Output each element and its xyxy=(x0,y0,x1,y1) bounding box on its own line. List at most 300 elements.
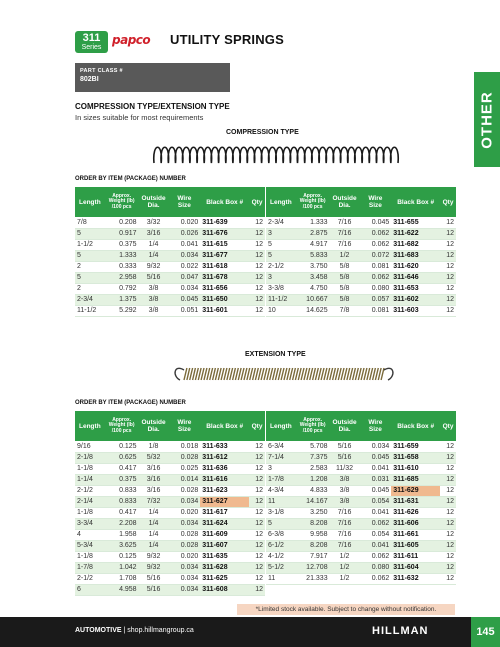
cell-length: 10 xyxy=(266,305,296,316)
table-row xyxy=(266,283,456,294)
cell-weight: 0.833 xyxy=(105,485,139,496)
cell-black-box: 311-625 xyxy=(200,573,249,584)
table-row xyxy=(75,540,265,551)
cell-qty: 12 xyxy=(440,496,456,507)
col-black-box: Black Box # xyxy=(200,411,249,441)
cell-outside-dia: 5/8 xyxy=(330,283,360,294)
cell-qty: 12 xyxy=(440,474,456,485)
cell-length: 6-3/8 xyxy=(266,529,296,540)
cell-qty: 12 xyxy=(249,507,265,518)
cell-qty: 12 xyxy=(440,573,456,584)
cell-outside-dia: 7/16 xyxy=(330,529,360,540)
cell-wire-size: 0.034 xyxy=(168,562,200,573)
table-row xyxy=(266,239,456,250)
page-title: UTILITY SPRINGS xyxy=(170,32,284,47)
cell-qty: 12 xyxy=(249,217,265,228)
table-row xyxy=(266,294,456,305)
table-row xyxy=(266,474,456,485)
cell-length: 2 xyxy=(75,283,105,294)
cell-outside-dia: 3/16 xyxy=(139,474,169,485)
cell-outside-dia: 1/2 xyxy=(330,573,360,584)
cell-wire-size: 0.020 xyxy=(168,551,200,562)
cell-weight: 10.667 xyxy=(296,294,330,305)
cell-wire-size: 0.020 xyxy=(168,217,200,228)
cell-qty: 12 xyxy=(440,217,456,228)
extension-spring-image xyxy=(168,362,400,386)
cell-length: 4-1/2 xyxy=(266,551,296,562)
cell-black-box: 311-618 xyxy=(200,261,249,272)
cell-black-box: 311-616 xyxy=(200,474,249,485)
col-wire-size: Wire Size xyxy=(359,187,391,217)
cell-wire-size: 0.034 xyxy=(168,250,200,261)
col-length: Length xyxy=(266,187,296,217)
cell-wire-size: 0.031 xyxy=(359,474,391,485)
cell-qty: 12 xyxy=(249,485,265,496)
cell-outside-dia: 5/8 xyxy=(330,261,360,272)
cell-wire-size: 0.045 xyxy=(359,217,391,228)
cell-qty: 12 xyxy=(249,562,265,573)
cell-wire-size: 0.034 xyxy=(168,584,200,595)
cell-outside-dia: 1/2 xyxy=(330,551,360,562)
cell-outside-dia: 7/32 xyxy=(139,496,169,507)
cell-weight: 2.208 xyxy=(105,518,139,529)
cell-weight: 12.708 xyxy=(296,562,330,573)
part-class-value: 802BI xyxy=(80,76,99,83)
compression-table-right xyxy=(266,187,456,317)
cell-black-box: 311-615 xyxy=(200,239,249,250)
cell-outside-dia: 3/8 xyxy=(330,496,360,507)
cell-length: 11-1/2 xyxy=(75,305,105,316)
cell-black-box: 311-629 xyxy=(391,485,440,496)
footer xyxy=(0,617,500,647)
cell-outside-dia: 3/8 xyxy=(330,485,360,496)
cell-weight: 0.333 xyxy=(105,261,139,272)
cell-black-box: 311-646 xyxy=(391,272,440,283)
table-row xyxy=(75,261,265,272)
cell-length: 3-1/8 xyxy=(266,507,296,518)
col-qty: Qty xyxy=(440,411,456,441)
cell-black-box: 311-606 xyxy=(391,518,440,529)
cell-outside-dia: 5/16 xyxy=(330,441,360,452)
cell-weight: 0.375 xyxy=(105,474,139,485)
cell-black-box: 311-624 xyxy=(200,518,249,529)
table-row xyxy=(75,228,265,239)
col-weight: Approx. Weight (lb) /100 pcs xyxy=(105,187,139,217)
cell-qty: 12 xyxy=(249,573,265,584)
cell-weight: 0.917 xyxy=(105,228,139,239)
cell-qty: 12 xyxy=(249,474,265,485)
cell-outside-dia: 1/4 xyxy=(139,250,169,261)
cell-outside-dia: 3/8 xyxy=(139,294,169,305)
cell-length: 6-3/4 xyxy=(266,441,296,452)
cell-wire-size: 0.041 xyxy=(359,540,391,551)
table-row xyxy=(75,474,265,485)
cell-black-box: 311-632 xyxy=(391,573,440,584)
cell-outside-dia: 5/16 xyxy=(139,573,169,584)
table-row xyxy=(75,529,265,540)
cell-qty: 12 xyxy=(440,452,456,463)
cell-wire-size: 0.062 xyxy=(359,239,391,250)
cell-weight: 9.958 xyxy=(296,529,330,540)
cell-outside-dia: 1/2 xyxy=(330,250,360,261)
cell-length: 1-1/8 xyxy=(75,551,105,562)
cell-wire-size: 0.020 xyxy=(168,507,200,518)
table-row xyxy=(266,562,456,573)
cell-qty: 12 xyxy=(249,452,265,463)
table-row xyxy=(266,261,456,272)
table-row xyxy=(266,518,456,529)
table-row xyxy=(75,305,265,316)
col-wire-size: Wire Size xyxy=(168,187,200,217)
cell-outside-dia: 3/16 xyxy=(139,463,169,474)
part-class-label: PART CLASS # xyxy=(80,68,123,74)
cell-wire-size: 0.028 xyxy=(168,485,200,496)
cell-black-box: 311-636 xyxy=(200,463,249,474)
cell-weight: 7.375 xyxy=(296,452,330,463)
cell-weight: 3.250 xyxy=(296,507,330,518)
compression-order-label: ORDER BY ITEM (PACKAGE) NUMBER xyxy=(75,176,186,182)
cell-weight: 14.625 xyxy=(296,305,330,316)
cell-black-box: 311-612 xyxy=(200,452,249,463)
cell-weight: 5.833 xyxy=(296,250,330,261)
cell-length: 2-1/2 xyxy=(75,485,105,496)
cell-qty: 12 xyxy=(249,441,265,452)
cell-weight: 21.333 xyxy=(296,573,330,584)
cell-outside-dia: 7/16 xyxy=(330,518,360,529)
cell-qty: 12 xyxy=(249,261,265,272)
table-row xyxy=(266,305,456,316)
table-row xyxy=(266,507,456,518)
cell-outside-dia: 3/32 xyxy=(139,217,169,228)
cell-qty: 12 xyxy=(249,463,265,474)
cell-qty: 12 xyxy=(440,294,456,305)
col-outside-dia: Outside Dia. xyxy=(330,187,360,217)
cell-length: 7/8 xyxy=(75,217,105,228)
table-row xyxy=(266,529,456,540)
cell-qty: 12 xyxy=(249,250,265,261)
cell-outside-dia: 7/8 xyxy=(330,305,360,316)
col-qty: Qty xyxy=(249,187,265,217)
col-weight: Approx. Weight (lb) /100 pcs xyxy=(105,411,139,441)
table-row xyxy=(75,584,265,595)
compression-spring-image xyxy=(150,141,402,167)
cell-black-box: 311-607 xyxy=(200,540,249,551)
stock-note: *Limited stock available. Subject to change without notification. xyxy=(237,604,455,615)
cell-black-box: 311-685 xyxy=(391,474,440,485)
col-qty: Qty xyxy=(440,187,456,217)
cell-wire-size: 0.041 xyxy=(359,507,391,518)
cell-qty: 12 xyxy=(249,518,265,529)
cell-outside-dia: 5/8 xyxy=(330,272,360,283)
cell-outside-dia: 1/4 xyxy=(139,518,169,529)
col-length: Length xyxy=(266,411,296,441)
cell-weight: 0.125 xyxy=(105,441,139,452)
cell-wire-size: 0.062 xyxy=(359,272,391,283)
cell-weight: 1.958 xyxy=(105,529,139,540)
part-class-box xyxy=(75,63,230,92)
cell-length: 6 xyxy=(75,584,105,595)
cell-outside-dia: 5/8 xyxy=(330,294,360,305)
cell-outside-dia: 11/32 xyxy=(330,463,360,474)
cell-black-box: 311-678 xyxy=(200,272,249,283)
cell-qty: 12 xyxy=(440,250,456,261)
cell-wire-size: 0.028 xyxy=(168,529,200,540)
cell-wire-size: 0.028 xyxy=(168,540,200,551)
cell-wire-size: 0.034 xyxy=(168,283,200,294)
table-row xyxy=(266,540,456,551)
cell-length: 3-3/4 xyxy=(75,518,105,529)
cell-black-box: 311-627 xyxy=(200,496,249,507)
cell-length: 1-7/8 xyxy=(266,474,296,485)
cell-weight: 0.417 xyxy=(105,507,139,518)
cell-length: 2-3/4 xyxy=(75,294,105,305)
cell-weight: 5.708 xyxy=(296,441,330,452)
cell-wire-size: 0.045 xyxy=(168,294,200,305)
cell-qty: 12 xyxy=(440,305,456,316)
cell-length: 1-7/8 xyxy=(75,562,105,573)
cell-qty: 12 xyxy=(440,540,456,551)
cell-outside-dia: 5/16 xyxy=(139,272,169,283)
footer-left xyxy=(75,627,194,634)
cell-qty: 12 xyxy=(249,540,265,551)
cell-wire-size: 0.062 xyxy=(359,573,391,584)
cell-qty: 12 xyxy=(440,529,456,540)
col-wire-size: Wire Size xyxy=(359,411,391,441)
table-row xyxy=(75,250,265,261)
cell-qty: 12 xyxy=(249,551,265,562)
cell-black-box: 311-653 xyxy=(391,283,440,294)
cell-black-box: 311-604 xyxy=(391,562,440,573)
cell-outside-dia: 1/2 xyxy=(330,562,360,573)
cell-outside-dia: 3/8 xyxy=(139,305,169,316)
cell-length: 3 xyxy=(266,272,296,283)
cell-weight: 0.833 xyxy=(105,496,139,507)
cell-qty: 12 xyxy=(440,239,456,250)
cell-length: 11 xyxy=(266,496,296,507)
cell-length: 2-1/8 xyxy=(75,452,105,463)
cell-black-box: 311-608 xyxy=(200,584,249,595)
cell-outside-dia: 9/32 xyxy=(139,261,169,272)
cell-wire-size: 0.062 xyxy=(359,518,391,529)
cell-weight: 1.375 xyxy=(105,294,139,305)
cell-weight: 8.208 xyxy=(296,518,330,529)
cell-qty: 12 xyxy=(249,584,265,595)
cell-qty: 12 xyxy=(440,562,456,573)
cell-weight: 3.625 xyxy=(105,540,139,551)
cell-black-box: 311-635 xyxy=(200,551,249,562)
cell-wire-size: 0.034 xyxy=(168,573,200,584)
cell-wire-size: 0.054 xyxy=(359,529,391,540)
cell-weight: 2.875 xyxy=(296,228,330,239)
cell-black-box: 311-676 xyxy=(200,228,249,239)
cell-wire-size: 0.057 xyxy=(359,294,391,305)
cell-weight: 0.208 xyxy=(105,217,139,228)
cell-length: 2-1/4 xyxy=(75,496,105,507)
cell-weight: 1.333 xyxy=(105,250,139,261)
cell-wire-size: 0.045 xyxy=(359,485,391,496)
table-row xyxy=(266,441,456,452)
cell-wire-size: 0.081 xyxy=(359,261,391,272)
cell-wire-size: 0.028 xyxy=(168,452,200,463)
cell-black-box: 311-603 xyxy=(391,305,440,316)
cell-black-box: 311-617 xyxy=(200,507,249,518)
cell-black-box: 311-683 xyxy=(391,250,440,261)
cell-qty: 12 xyxy=(440,485,456,496)
table-row xyxy=(75,463,265,474)
cell-outside-dia: 3/8 xyxy=(330,474,360,485)
cell-wire-size: 0.047 xyxy=(168,272,200,283)
cell-length: 5 xyxy=(266,250,296,261)
cell-black-box: 311-610 xyxy=(391,463,440,474)
cell-weight: 3.458 xyxy=(296,272,330,283)
col-weight: Approx. Weight (lb) /100 pcs xyxy=(296,187,330,217)
cell-length: 1-1/4 xyxy=(75,474,105,485)
cell-black-box: 311-620 xyxy=(391,261,440,272)
cell-black-box: 311-633 xyxy=(200,441,249,452)
cell-qty: 12 xyxy=(440,228,456,239)
cell-outside-dia: 3/8 xyxy=(139,283,169,294)
cell-weight: 14.167 xyxy=(296,496,330,507)
cell-qty: 12 xyxy=(440,272,456,283)
cell-length: 6-1/2 xyxy=(266,540,296,551)
table-row xyxy=(75,518,265,529)
cell-length: 5 xyxy=(75,228,105,239)
cell-outside-dia: 3/16 xyxy=(139,485,169,496)
cell-weight: 2.583 xyxy=(296,463,330,474)
cell-length: 5 xyxy=(266,518,296,529)
table-row xyxy=(266,217,456,228)
col-length: Length xyxy=(75,187,105,217)
cell-wire-size: 0.045 xyxy=(359,452,391,463)
cell-qty: 12 xyxy=(249,239,265,250)
cell-length: 5 xyxy=(75,272,105,283)
section-title: COMPRESSION TYPE/EXTENSION TYPE xyxy=(75,102,230,111)
cell-qty: 12 xyxy=(249,272,265,283)
cell-weight: 7.917 xyxy=(296,551,330,562)
cell-weight: 1.708 xyxy=(105,573,139,584)
cell-length: 3 xyxy=(266,463,296,474)
extension-order-label: ORDER BY ITEM (PACKAGE) NUMBER xyxy=(75,400,186,406)
cell-black-box: 311-655 xyxy=(391,217,440,228)
table-row xyxy=(266,452,456,463)
cell-black-box: 311-677 xyxy=(200,250,249,261)
section-subtitle: In sizes suitable for most requirements xyxy=(75,113,204,122)
table-row xyxy=(266,573,456,584)
table-row xyxy=(75,272,265,283)
col-outside-dia: Outside Dia. xyxy=(139,411,169,441)
cell-length: 2-3/4 xyxy=(266,217,296,228)
cell-length: 2-1/2 xyxy=(75,573,105,584)
cell-qty: 12 xyxy=(249,305,265,316)
cell-black-box: 311-639 xyxy=(200,217,249,228)
col-black-box: Black Box # xyxy=(391,187,440,217)
cell-length: 3-3/8 xyxy=(266,283,296,294)
series-badge xyxy=(75,31,108,53)
cell-wire-size: 0.018 xyxy=(168,441,200,452)
cell-weight: 4.750 xyxy=(296,283,330,294)
table-row xyxy=(266,496,456,507)
cell-outside-dia: 9/32 xyxy=(139,562,169,573)
cell-wire-size: 0.081 xyxy=(359,305,391,316)
category-side-tab xyxy=(474,72,500,167)
cell-wire-size: 0.080 xyxy=(359,283,391,294)
cell-weight: 1.333 xyxy=(296,217,330,228)
table-row xyxy=(75,239,265,250)
cell-length: 11-1/2 xyxy=(266,294,296,305)
cell-outside-dia: 7/16 xyxy=(330,239,360,250)
cell-black-box: 311-650 xyxy=(200,294,249,305)
cell-length: 2 xyxy=(75,261,105,272)
cell-qty: 12 xyxy=(440,441,456,452)
footer-separator: | xyxy=(123,627,126,634)
cell-black-box: 311-626 xyxy=(391,507,440,518)
table-row xyxy=(75,441,265,452)
cell-qty: 12 xyxy=(440,518,456,529)
cell-wire-size: 0.051 xyxy=(168,305,200,316)
table-row xyxy=(75,562,265,573)
cell-outside-dia: 7/16 xyxy=(330,540,360,551)
cell-outside-dia: 1/8 xyxy=(139,441,169,452)
col-black-box: Black Box # xyxy=(200,187,249,217)
cell-black-box: 311-601 xyxy=(200,305,249,316)
cell-weight: 0.625 xyxy=(105,452,139,463)
cell-length: 1-1/8 xyxy=(75,507,105,518)
col-black-box: Black Box # xyxy=(391,411,440,441)
cell-black-box: 311-623 xyxy=(200,485,249,496)
cell-length: 4-3/4 xyxy=(266,485,296,496)
cell-qty: 12 xyxy=(249,529,265,540)
cell-qty: 12 xyxy=(249,228,265,239)
cell-length: 5 xyxy=(75,250,105,261)
cell-qty: 12 xyxy=(440,551,456,562)
cell-outside-dia: 9/32 xyxy=(139,551,169,562)
table-row xyxy=(75,507,265,518)
table-row xyxy=(266,272,456,283)
page-number: 145 xyxy=(471,617,500,647)
cell-wire-size: 0.041 xyxy=(359,463,391,474)
cell-weight: 4.833 xyxy=(296,485,330,496)
cell-weight: 4.958 xyxy=(105,584,139,595)
table-row xyxy=(75,217,265,228)
cell-black-box: 311-658 xyxy=(391,452,440,463)
footer-section: AUTOMOTIVE xyxy=(75,627,122,634)
cell-outside-dia: 3/16 xyxy=(139,228,169,239)
cell-black-box: 311-682 xyxy=(391,239,440,250)
cell-length: 9/16 xyxy=(75,441,105,452)
cell-length: 5 xyxy=(266,239,296,250)
cell-qty: 12 xyxy=(249,294,265,305)
cell-length: 11 xyxy=(266,573,296,584)
extension-table-right xyxy=(266,411,456,585)
cell-qty: 12 xyxy=(249,283,265,294)
cell-wire-size: 0.022 xyxy=(168,261,200,272)
table-row xyxy=(75,551,265,562)
table-row xyxy=(266,250,456,261)
cell-outside-dia: 1/4 xyxy=(139,507,169,518)
footer-site-link[interactable]: shop.hillmangroup.ca xyxy=(127,627,194,634)
cell-outside-dia: 7/16 xyxy=(330,507,360,518)
cell-length: 7-1/4 xyxy=(266,452,296,463)
footer-brand-logo: HILLMAN xyxy=(372,625,429,637)
table-row xyxy=(75,283,265,294)
cell-wire-size: 0.034 xyxy=(168,518,200,529)
cell-wire-size: 0.026 xyxy=(168,228,200,239)
cell-wire-size: 0.054 xyxy=(359,496,391,507)
compression-table-left xyxy=(75,187,265,317)
cell-wire-size: 0.014 xyxy=(168,474,200,485)
col-length: Length xyxy=(75,411,105,441)
cell-qty: 12 xyxy=(440,463,456,474)
